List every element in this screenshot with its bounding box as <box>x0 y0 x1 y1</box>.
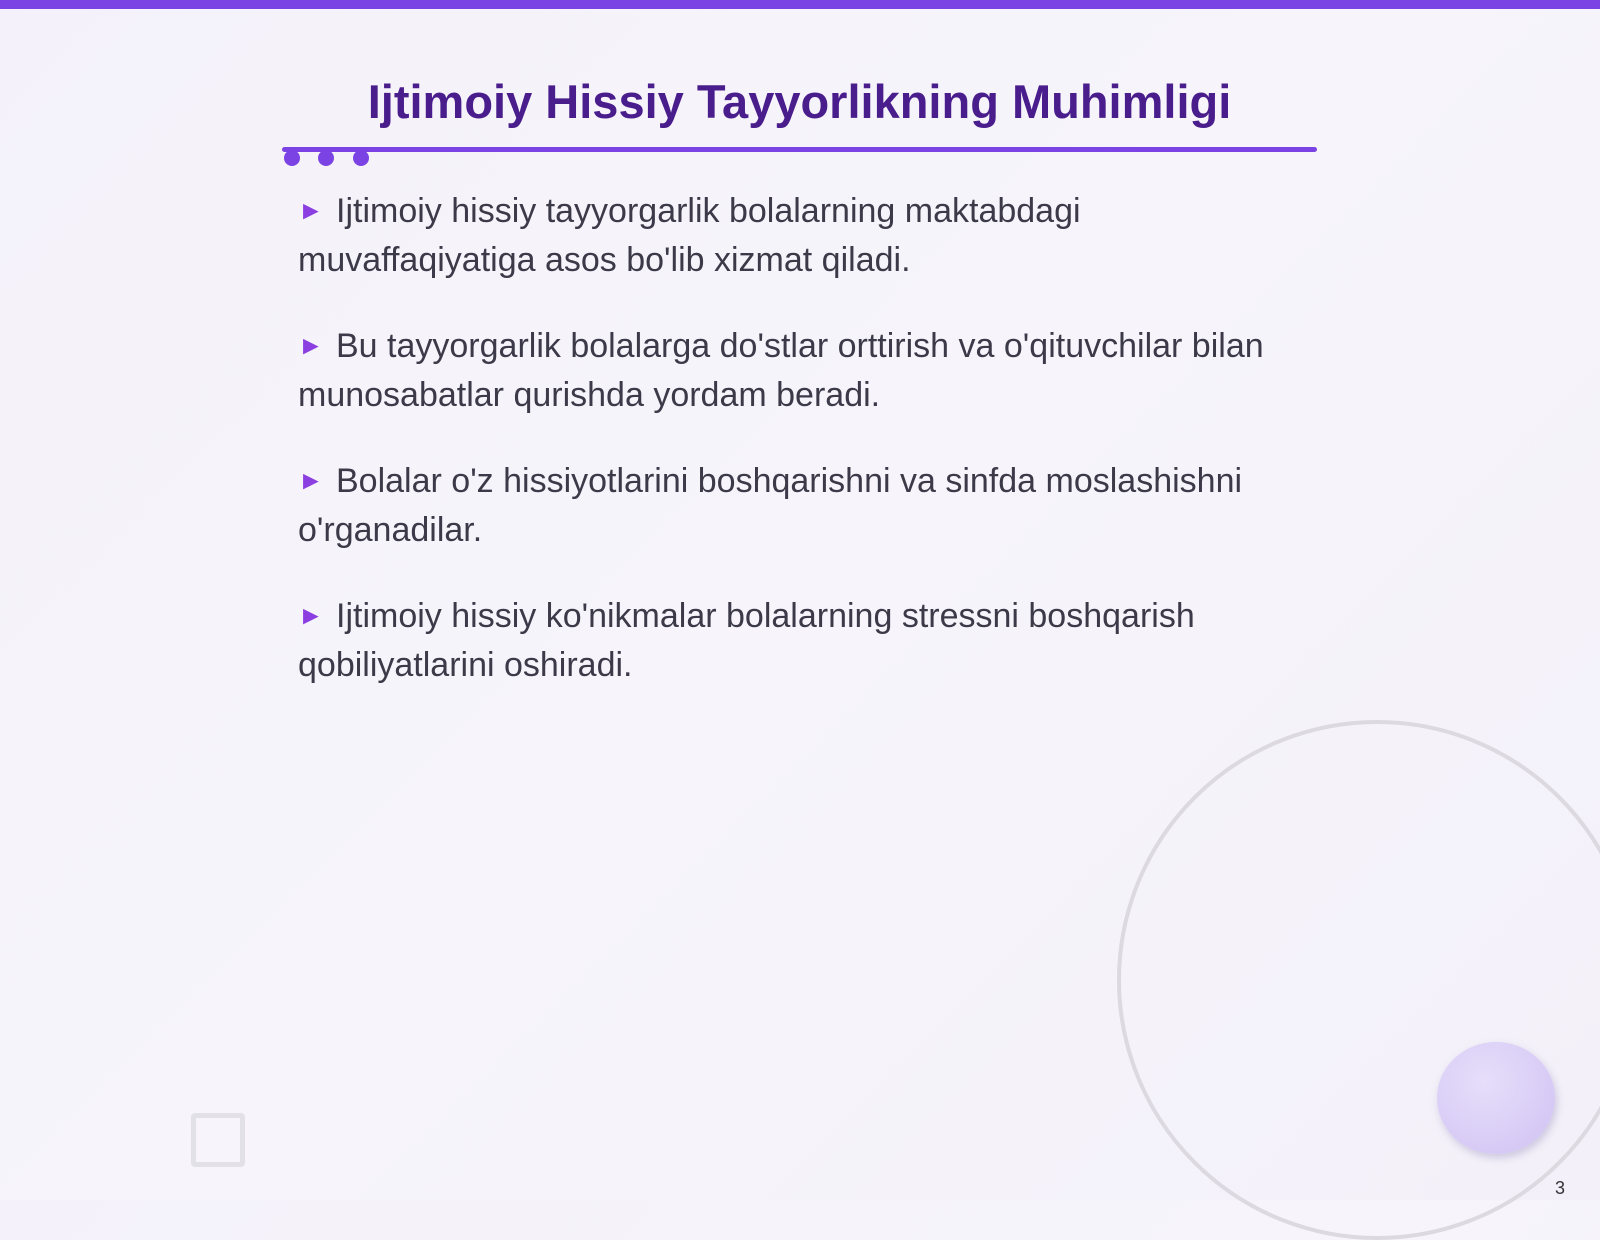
decorative-circle-filled <box>1437 1042 1555 1154</box>
slide-title: Ijtimoiy Hissiy Tayyorlikning Muhimligi <box>367 75 1232 128</box>
decorative-square-outline <box>191 1113 245 1167</box>
decorative-dot-3 <box>353 150 369 166</box>
decorative-dot-1 <box>284 150 300 166</box>
bullet-arrow-icon: ► <box>298 465 324 495</box>
bullet-text: Ijtimoiy hissiy tayyorgarlik bolalarning maktabdagi muvaffaqiyatiga asos bo'lib xizmat qiladi. <box>298 192 1081 279</box>
bullet-text: Ijtimoiy hissiy ko'nikmalar bolalarning stressni boshqarish qobiliyatlarini oshiradi. <box>298 597 1195 684</box>
decorative-dot-2 <box>318 150 334 166</box>
bullet-item <box>298 321 1298 420</box>
bullet-text: Bu tayyorgarlik bolalarga do'stlar orttirish va o'qituvchilar bilan munosabatlar qurishda yordam beradi. <box>298 327 1264 414</box>
bullet-text: Bolalar o'z hissiyotlarini boshqarishni va sinfda moslashishni o'rganadilar. <box>298 462 1243 549</box>
bullet-arrow-icon: ► <box>298 195 324 225</box>
decorative-circle-outline <box>1117 720 1600 1240</box>
bullet-arrow-icon: ► <box>298 600 324 630</box>
bullet-arrow-icon: ► <box>298 330 324 360</box>
top-accent-bar <box>0 0 1600 9</box>
bullet-item <box>298 591 1298 690</box>
bullet-item <box>298 456 1298 555</box>
bullet-list <box>298 186 1298 726</box>
bullet-item <box>298 186 1298 285</box>
title-underline <box>282 147 1317 152</box>
page-number: 3 <box>1555 1178 1566 1198</box>
